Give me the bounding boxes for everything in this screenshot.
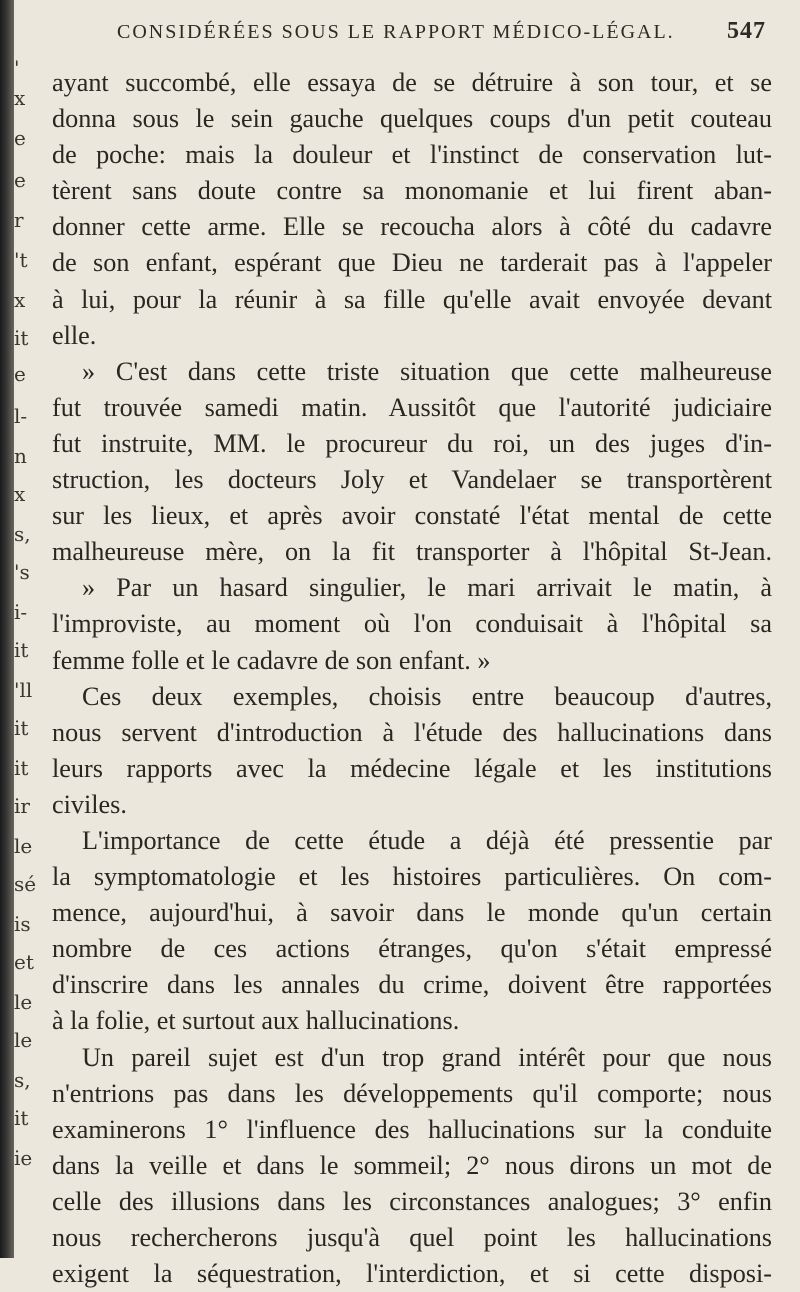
gutter-fragment: i- (14, 600, 28, 624)
gutter-fragment: x (14, 482, 26, 506)
gutter-fragment: is (14, 912, 31, 936)
text-line: celle des illusions dans les circonstances analogues; 3° enfin (52, 1186, 772, 1216)
text-line: l'improviste, au moment où l'on conduisait à l'hôpital sa (52, 609, 772, 639)
text-line: sur les lieux, et après avoir constaté l'état mental de cette (52, 501, 772, 531)
gutter-fragment: 's (14, 560, 30, 584)
gutter-fragment: ie (14, 1146, 33, 1170)
gutter-fragment: s, (14, 1068, 31, 1092)
running-header (117, 18, 766, 45)
gutter-fragment: l- (14, 404, 28, 428)
page-number: 547 (727, 18, 766, 44)
text-line: mence, aujourd'hui, à savoir dans le monde qu'un certain (52, 898, 772, 928)
text-line: femme folle et le cadavre de son enfant. » (52, 645, 491, 675)
text-line: donna sous le sein gauche quelques coups d'un petit couteau (52, 104, 772, 134)
text-line: » Par un hasard singulier, le mari arrivait le matin, à (82, 573, 772, 603)
text-line: Un pareil sujet est d'un trop grand intérêt pour que nous (82, 1042, 772, 1072)
text-line: struction, les docteurs Joly et Vandelaer se transportèrent (52, 465, 772, 495)
text-line: » C'est dans cette triste situation que cette malheureuse (82, 356, 772, 386)
text-line: dans la veille et dans le sommeil; 2° nous dirons un mot de (52, 1150, 772, 1180)
gutter-fragment: r (14, 208, 24, 232)
body-text (52, 65, 772, 1292)
book-spine (0, 0, 14, 1258)
gutter-fragment: it (14, 716, 29, 740)
text-line: la symptomatologie et les histoires particulières. On com- (52, 862, 772, 892)
text-line: elle. (52, 320, 97, 350)
text-line: fut instruite, MM. le procureur du roi, un des juges d'in- (52, 428, 772, 458)
gutter-fragment: ' (14, 56, 20, 80)
gutter-fragment: it (14, 326, 29, 350)
text-line: à lui, pour la réunir à sa fille qu'elle avait envoyée devant (52, 284, 772, 314)
gutter-fragment: it (14, 756, 29, 780)
gutter-fragment: e (14, 126, 26, 150)
text-line: malheureuse mère, on la fit transporter à l'hôpital St-Jean. (52, 537, 772, 567)
gutter-fragment: n (14, 444, 27, 468)
running-title: CONSIDÉRÉES SOUS LE RAPPORT MÉDICO-LÉGAL. (117, 21, 675, 43)
text-line: à la folie, et surtout aux hallucinations. (52, 1006, 460, 1036)
gutter-fragment: le (14, 990, 33, 1014)
text-line: L'importance de cette étude a déjà été pressentie par (82, 825, 772, 855)
text-line: nous rechercherons jusqu'à quel point les hallucinations (52, 1223, 772, 1252)
facing-page-gutter (14, 0, 44, 1258)
text-line: Ces deux exemples, choisis entre beaucoup d'autres, (82, 681, 772, 711)
gutter-fragment: 't (14, 248, 28, 272)
text-line: leurs rapports avec la médecine légale et les institutions (52, 753, 772, 783)
gutter-fragment: le (14, 1028, 33, 1052)
gutter-fragment: x (14, 288, 26, 312)
text-line: nous servent d'introduction à l'étude des hallucinations dans (52, 717, 772, 747)
book-page (52, 18, 772, 1292)
text-line: ayant succombé, elle essaya de se détruire à son tour, et se (52, 68, 772, 97)
text-line: n'entrions pas dans les développements qu'il comporte; nous (52, 1078, 772, 1108)
gutter-fragment: 'll (14, 678, 33, 702)
gutter-fragment: le (14, 834, 33, 858)
text-line: civiles. (52, 789, 127, 819)
gutter-fragment: x (14, 86, 26, 110)
gutter-fragment: it (14, 638, 29, 662)
gutter-fragment: s, (14, 522, 31, 546)
gutter-fragment: sé (14, 872, 37, 896)
text-line: donner cette arme. Elle se recoucha alors à côté du cadavre (52, 212, 772, 242)
gutter-fragment: it (14, 1106, 29, 1130)
text-line: de son enfant, espérant que Dieu ne tarderait pas à l'appeler (52, 248, 772, 278)
text-line: nombre de ces actions étranges, qu'on s'était empressé (52, 934, 772, 964)
gutter-fragment: ir (14, 794, 30, 818)
gutter-fragment: et (14, 950, 34, 974)
text-line: examinerons 1° l'influence des hallucinations sur la conduite (52, 1114, 772, 1144)
text-line: fut trouvée samedi matin. Aussitôt que l'autorité judiciaire (52, 392, 772, 422)
text-line: exigent la séquestration, l'interdiction, et si cette disposi- (52, 1259, 772, 1289)
text-line: d'inscrire dans les annales du crime, doivent être rapportées (52, 970, 772, 1000)
gutter-fragment: e (14, 362, 26, 386)
text-line: tèrent sans doute contre sa monomanie et lui firent aban- (52, 176, 772, 206)
text-line: de poche: mais la douleur et l'instinct de conservation lut- (52, 140, 772, 170)
gutter-fragment: e (14, 168, 26, 192)
